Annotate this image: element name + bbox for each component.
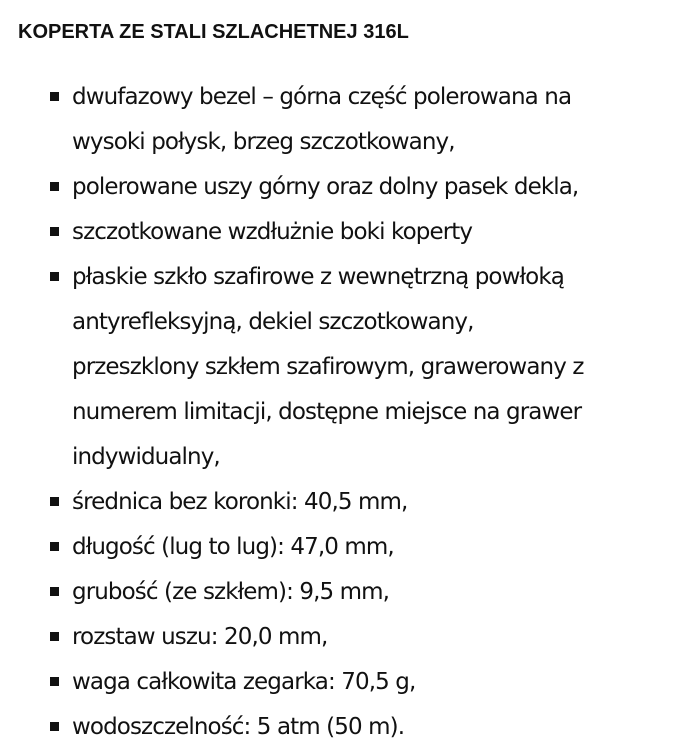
section-heading: KOPERTA ZE STALI SZLACHETNEJ 316L xyxy=(18,21,409,43)
spec-line: numerem limitacji, dostępne miejsce na grawer xyxy=(72,399,582,425)
spec-item-case-sides xyxy=(0,210,674,255)
spec-item-diameter xyxy=(0,480,674,525)
spec-line: polerowane uszy górny oraz dolny pasek dekla, xyxy=(72,174,579,200)
spec-item-lug-width xyxy=(0,615,674,660)
spec-line: indywidualny, xyxy=(72,444,220,470)
spec-line: rozstaw uszu: 20,0 mm, xyxy=(72,624,328,650)
spec-line: wysoki połysk, brzeg szczotkowany, xyxy=(72,129,455,155)
spec-item-weight xyxy=(0,660,674,705)
spec-line: średnica bez koronki: 40,5 mm, xyxy=(72,489,408,515)
bullet-square-icon xyxy=(50,497,59,506)
bullet-square-icon xyxy=(50,587,59,596)
bullet-square-icon xyxy=(50,92,59,101)
spec-list xyxy=(0,75,674,750)
spec-item-thickness xyxy=(0,570,674,615)
bullet-square-icon xyxy=(50,677,59,686)
spec-line: waga całkowita zegarka: 70,5 g, xyxy=(72,669,416,695)
spec-line: przeszklony szkłem szafirowym, grawerowany z xyxy=(72,354,584,380)
bullet-square-icon xyxy=(50,227,59,236)
spec-line: płaskie szkło szafirowe z wewnętrzną powłoką xyxy=(72,264,564,290)
spec-item-water-resistance xyxy=(0,705,674,750)
spec-line: szczotkowane wzdłużnie boki koperty xyxy=(72,219,473,245)
spec-line: wodoszczelność: 5 atm (50 m). xyxy=(72,714,405,740)
bullet-square-icon xyxy=(50,272,59,281)
bullet-square-icon xyxy=(50,722,59,731)
spec-item-lugs xyxy=(0,165,674,210)
spec-line: dwufazowy bezel – górna część polerowana na xyxy=(72,84,572,110)
spec-item-length xyxy=(0,525,674,570)
bullet-square-icon xyxy=(50,182,59,191)
bullet-square-icon xyxy=(50,542,59,551)
spec-item-crystal xyxy=(0,255,674,480)
bullet-square-icon xyxy=(50,632,59,641)
spec-line: długość (lug to lug): 47,0 mm, xyxy=(72,534,394,560)
spec-item-bezel xyxy=(0,75,674,165)
spec-line: grubość (ze szkłem): 9,5 mm, xyxy=(72,579,390,605)
spec-line: antyrefleksyjną, dekiel szczotkowany, xyxy=(72,309,474,335)
